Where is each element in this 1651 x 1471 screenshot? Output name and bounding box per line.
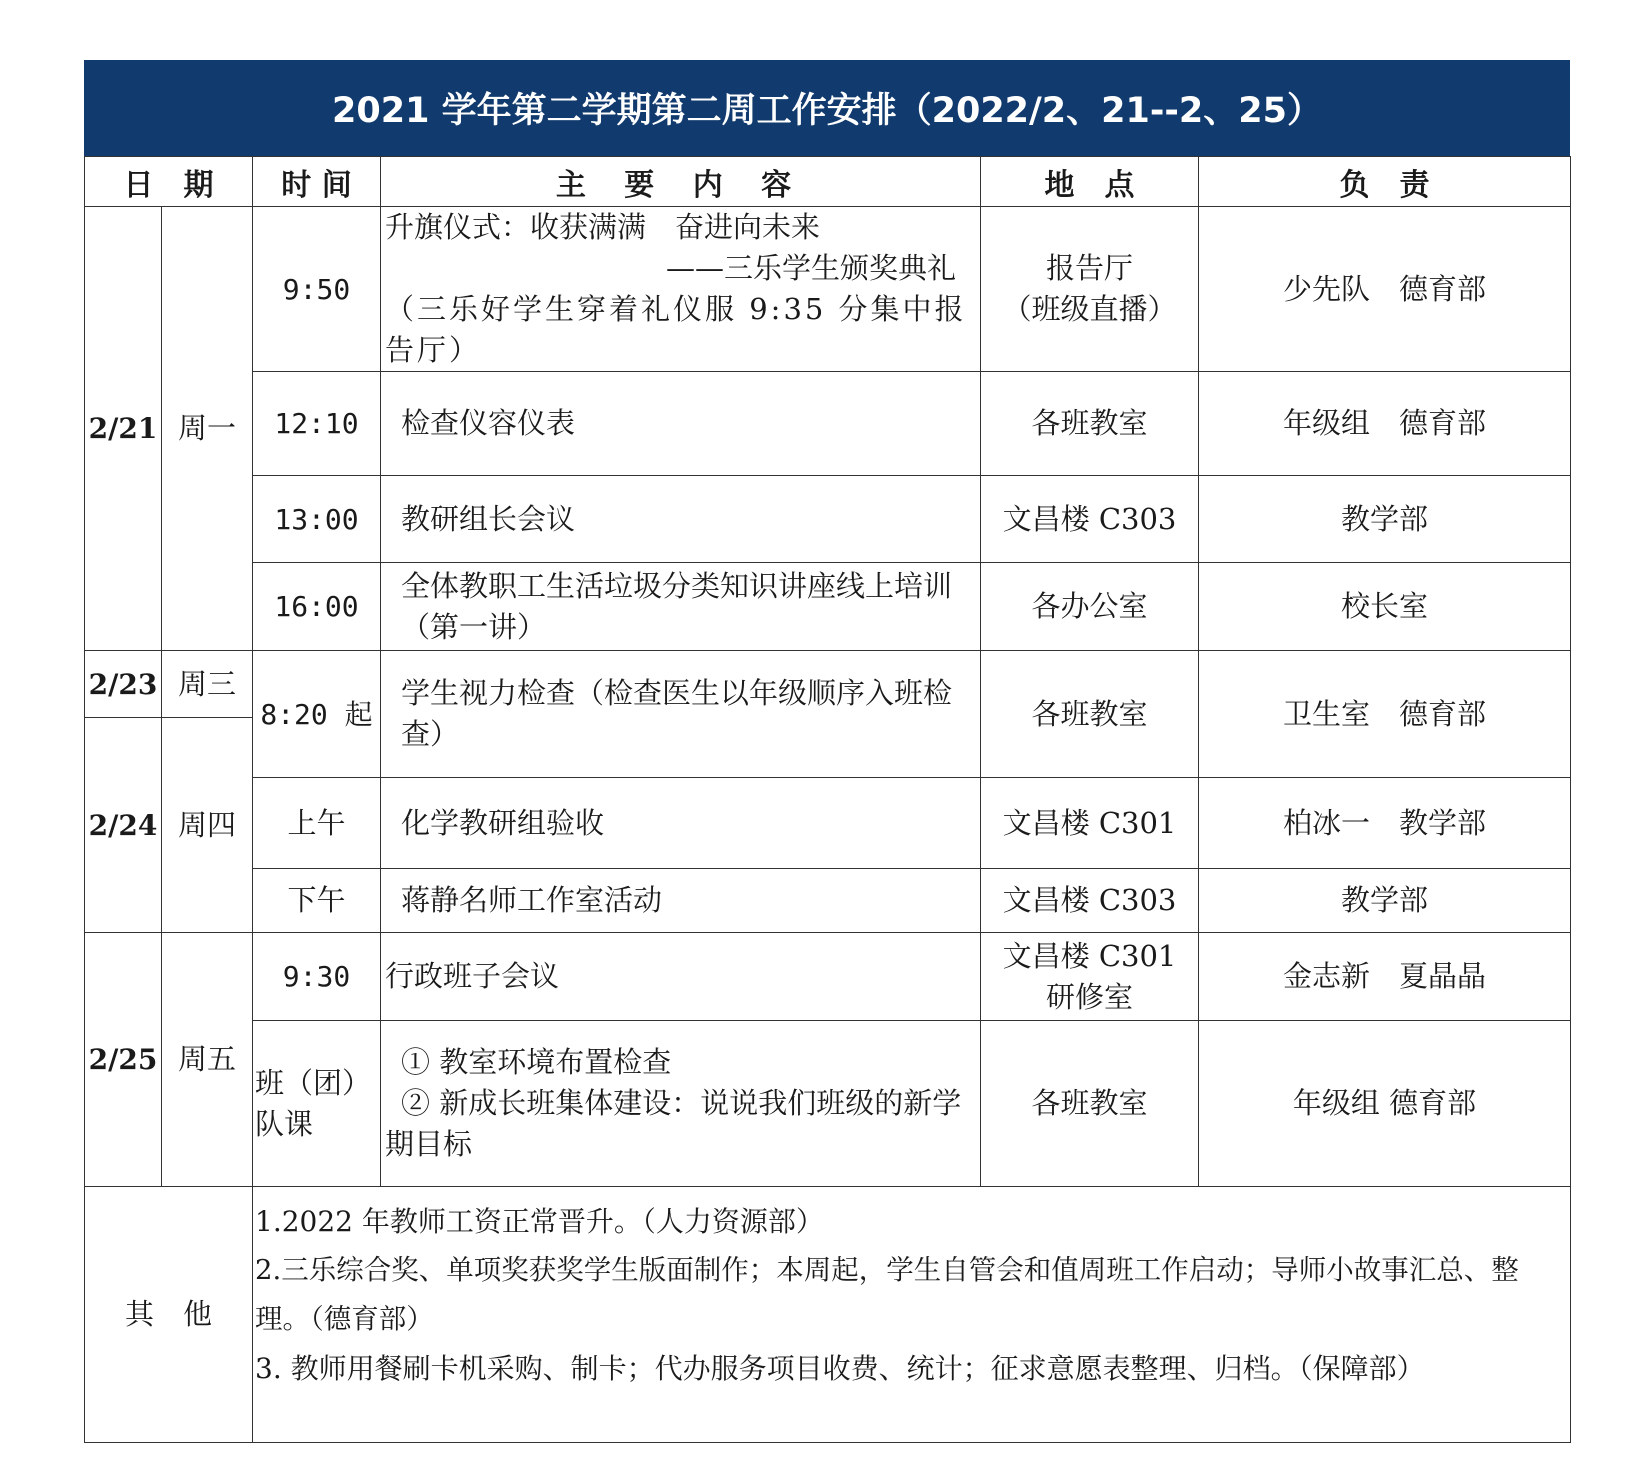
content-line: 升旗仪式：收获满满 奋进向未来 <box>385 210 821 244</box>
content-cell <box>381 1021 981 1187</box>
weekday-cell: 周五 <box>162 933 253 1187</box>
place-cell: 各班教室 <box>981 651 1199 778</box>
header-owner: 负 责 <box>1199 157 1571 207</box>
header-content: 主 要 内 容 <box>381 157 981 207</box>
header-row <box>85 157 1571 207</box>
time-cell: 下午 <box>253 869 381 933</box>
owner-cell: 校长室 <box>1199 563 1571 651</box>
content-line: ① 教室环境布置检查 <box>401 1045 672 1079</box>
table-row <box>85 207 1571 372</box>
owner-cell: 教学部 <box>1199 476 1571 563</box>
time-cell: 上午 <box>253 778 381 869</box>
date-cell: 2/24 <box>85 718 162 933</box>
owner-cell: 年级组 德育部 <box>1199 372 1571 476</box>
table-row <box>85 563 1571 651</box>
other-item: 3. 教师用餐刷卡机采购、制卡；代办服务项目收费、统计；征求意愿表整理、归档。（保障部） <box>255 1352 1425 1385</box>
header-time: 时 间 <box>253 157 381 207</box>
date-cell: 2/21 <box>85 207 162 651</box>
time-cell: 9:30 <box>253 933 381 1021</box>
table-row <box>85 778 1571 869</box>
owner-cell: 少先队 德育部 <box>1199 207 1571 372</box>
content-line: ——三乐学生颁奖典礼 <box>665 251 956 285</box>
table-row <box>85 372 1571 476</box>
table-row <box>85 869 1571 933</box>
weekday-cell: 周一 <box>162 207 253 651</box>
time-cell: 9:50 <box>253 207 381 372</box>
place-cell: 各班教室 <box>981 1021 1199 1187</box>
content-line: ② 新成长班集体建设：说说我们班级的新学期目标 <box>385 1086 962 1161</box>
place-line: （班级直播） <box>1002 292 1177 326</box>
place-line: 文昌楼 C301 <box>1002 938 1177 973</box>
other-label: 其 他 <box>85 1187 253 1443</box>
content-cell: 全体教职工生活垃圾分类知识讲座线上培训（第一讲） <box>381 563 981 651</box>
place-line: 研修室 <box>1045 979 1133 1014</box>
schedule-table <box>84 156 1571 1443</box>
other-item: 2.三乐综合奖、单项奖获奖学生版面制作；本周起，学生自管会和值周班工作启动；导师小故事汇总、整理。（德育部） <box>255 1254 1519 1335</box>
owner-cell: 卫生室 德育部 <box>1199 651 1571 778</box>
content-cell: 蒋静名师工作室活动 <box>381 869 981 933</box>
schedule-sheet <box>84 60 1570 1443</box>
weekday-cell: 周四 <box>162 718 253 933</box>
other-item: 1.2022 年教师工资正常晋升。（人力资源部） <box>255 1205 824 1238</box>
date-cell: 2/25 <box>85 933 162 1187</box>
weekday-cell: 周三 <box>162 651 253 718</box>
table-row <box>85 1021 1571 1187</box>
place-cell: 文昌楼 C301 <box>981 778 1199 869</box>
schedule-title: 2021 学年第二学期第二周工作安排（2022/2、21--2、25） <box>84 60 1570 156</box>
other-content <box>253 1187 1571 1443</box>
content-cell: 教研组长会议 <box>381 476 981 563</box>
content-cell: 行政班子会议 <box>381 933 981 1021</box>
owner-cell: 教学部 <box>1199 869 1571 933</box>
table-row <box>85 651 1571 718</box>
time-cell: 8:20 起 <box>253 651 381 778</box>
place-cell <box>981 207 1199 372</box>
owner-cell: 金志新 夏晶晶 <box>1199 933 1571 1021</box>
date-cell: 2/23 <box>85 651 162 718</box>
place-cell: 文昌楼 C303 <box>981 869 1199 933</box>
owner-cell: 年级组 德育部 <box>1199 1021 1571 1187</box>
place-cell: 各班教室 <box>981 372 1199 476</box>
header-date: 日 期 <box>85 157 253 207</box>
time-cell: 13:00 <box>253 476 381 563</box>
content-cell: 化学教研组验收 <box>381 778 981 869</box>
content-line: （三乐好学生穿着礼仪服 9:35 分集中报告厅） <box>385 292 967 367</box>
content-cell: 检查仪容仪表 <box>381 372 981 476</box>
time-cell: 班（团）队课 <box>253 1021 381 1187</box>
place-cell: 文昌楼 C303 <box>981 476 1199 563</box>
place-cell: 各办公室 <box>981 563 1199 651</box>
time-cell: 16:00 <box>253 563 381 651</box>
table-row <box>85 476 1571 563</box>
content-cell: 学生视力检查（检查医生以年级顺序入班检查） <box>381 651 981 778</box>
table-row <box>85 933 1571 1021</box>
header-place: 地 点 <box>981 157 1199 207</box>
place-cell <box>981 933 1199 1021</box>
place-line: 报告厅 <box>1045 251 1133 285</box>
time-cell: 12:10 <box>253 372 381 476</box>
other-row <box>85 1187 1571 1443</box>
content-cell <box>381 207 981 372</box>
owner-cell: 柏冰一 教学部 <box>1199 778 1571 869</box>
